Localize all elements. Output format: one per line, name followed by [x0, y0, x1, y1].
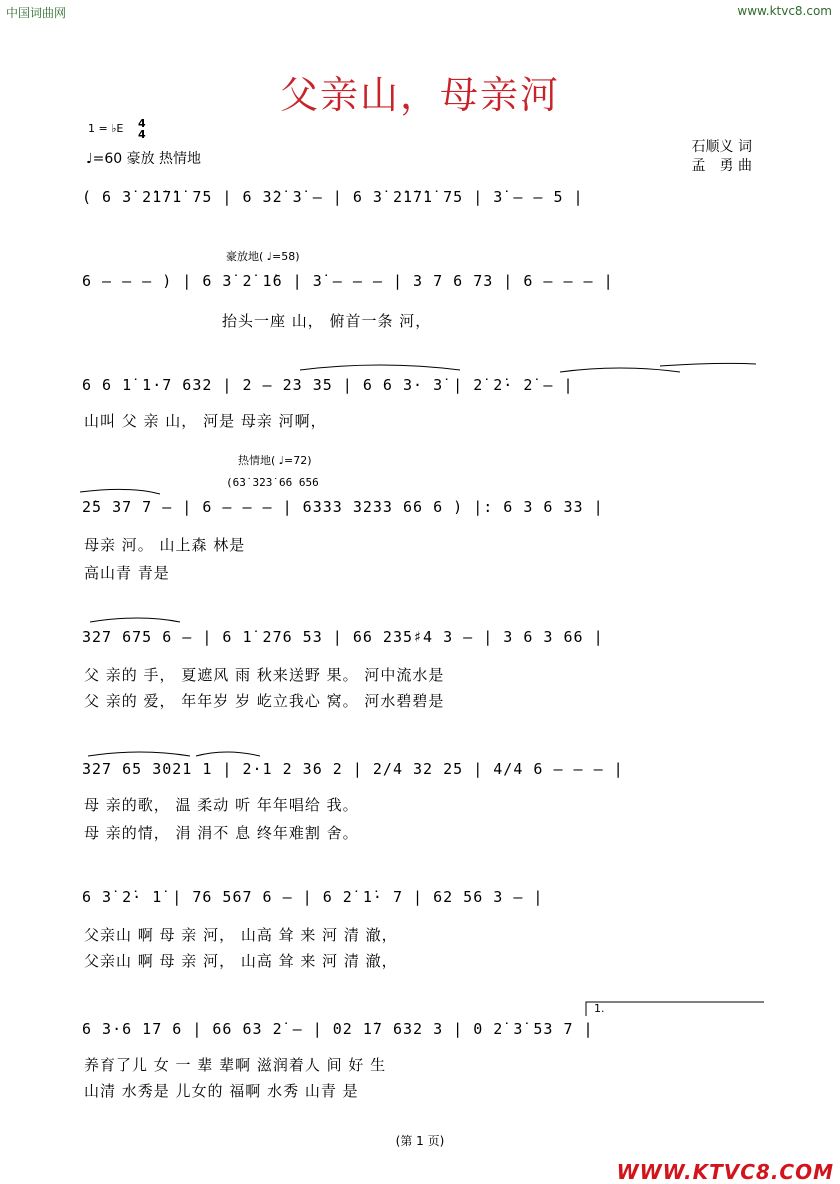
site-url-right[interactable]: www.ktvc8.com — [737, 4, 832, 18]
lyric-line-5b: 父 亲的 爱， 年年岁 岁 屹立我心 窝。 河水碧碧是 — [84, 692, 445, 710]
time-signature-bottom: 4 — [138, 128, 146, 141]
tie-arc — [560, 368, 680, 372]
score-line-2: 6 – – – ) | 6 3̇ 2̇ 1̇6 | 3̇ – – – | 3 7 6 73 | 6 – – – | — [82, 272, 614, 290]
score-line-4: 2̇5 37 7 – | 6 – – – | 6333 3233 66 6 ) |: 6 3 6 33 | — [82, 498, 604, 516]
time-signature-top: 4 — [138, 117, 146, 130]
expression-mark-2: 热情地( ♩=72) — [238, 454, 312, 467]
score-line-8: 6 3·6 17 6 | 66 63 2̇ – | 02 1̇7 632 3 | 0 2̇ 3̇ 53 7 | — [82, 1020, 594, 1038]
score-line-7: 6 3̇ 2̇· 1̇ | 76 567 6 – | 6 2̇ 1̇· 7 | 62 56 3 – | — [82, 888, 544, 906]
cue-notes: (6̇3̇ 3̇2̇3̇ 6̇6 656 — [226, 476, 319, 489]
score-line-1: ( 6 3̇ 2̇1̇7̇1̇ 75 | 6 3̇2̇ 3̇ – | 6 3̇ 2̇1̇7̇1̇ 75 | 3̇ – – 5 | — [82, 188, 584, 206]
tie-arc — [196, 752, 260, 756]
lyricist-credit: 石顺义 词 — [691, 139, 752, 155]
tie-arc — [300, 365, 460, 370]
tie-arc — [660, 363, 756, 366]
tie-arc — [88, 752, 190, 756]
page-number: (第 1 页) — [395, 1134, 445, 1148]
lyric-line-6a: 母 亲的歌， 温 柔动 听 年年唱给 我。 — [84, 796, 359, 814]
lyric-line-5a: 父 亲的 手， 夏遮风 雨 秋来送野 果。 河中流水是 — [84, 666, 445, 684]
lyric-line-6b: 母 亲的情， 涓 涓不 息 终年难割 舍。 — [84, 824, 359, 842]
lyric-line-4a: 母亲 河。 山上森 林是 — [84, 536, 246, 554]
site-label-left: 中国词曲网 — [6, 6, 67, 20]
tie-arc — [80, 489, 160, 494]
expression-mark-1: 豪放地( ♩=58) — [226, 250, 300, 263]
lyric-line-8b: 山清 水秀是 儿女的 福啊 水秀 山青 是 — [84, 1082, 359, 1100]
lyric-line-7b: 父亲山 啊 母 亲 河， 山高 耸 来 河 清 澈， — [84, 952, 398, 970]
tempo-marking: ♩=60 豪放 热情地 — [86, 151, 202, 167]
lyric-line-4b: 高山青 青是 — [84, 564, 170, 582]
key-signature: 1 = ♭E — [88, 122, 124, 135]
score-line-6: 327 65 3021 1 | 2·1 2 36 2 | 2/4 32 25 | 4/4 6 – – – | — [82, 760, 624, 778]
lyric-line-3a: 山叫 父 亲 山， 河是 母亲 河啊， — [84, 412, 327, 430]
composer-credit: 孟 勇 曲 — [691, 158, 752, 174]
lyric-line-2a: 抬头一座 山， 俯首一条 河， — [222, 312, 432, 330]
lyric-line-7a: 父亲山 啊 母 亲 河， 山高 耸 来 河 清 澈， — [84, 926, 398, 944]
tie-arc — [90, 618, 180, 622]
footer-logo[interactable]: WWW.KTVC8.COM — [616, 1160, 834, 1184]
score-line-5: 327 675 6 – | 6 1̇ 276 53 | 66 235♯4 3 – | 3 6 3 66 | — [82, 628, 604, 646]
volta-line — [586, 1002, 764, 1016]
lyric-line-8a: 养育了儿 女 一 辈 辈啊 滋润着人 间 好 生 — [84, 1056, 387, 1074]
song-title: 父亲山，母亲河 — [279, 73, 560, 117]
volta-bracket-label: 1. — [594, 1002, 605, 1015]
score-line-3: 6 6 1̇ 1·7 632 | 2 – 23 35 | 6 6 3· 3̇ | 2̇ 2̇· 2̇ – | — [82, 376, 574, 394]
